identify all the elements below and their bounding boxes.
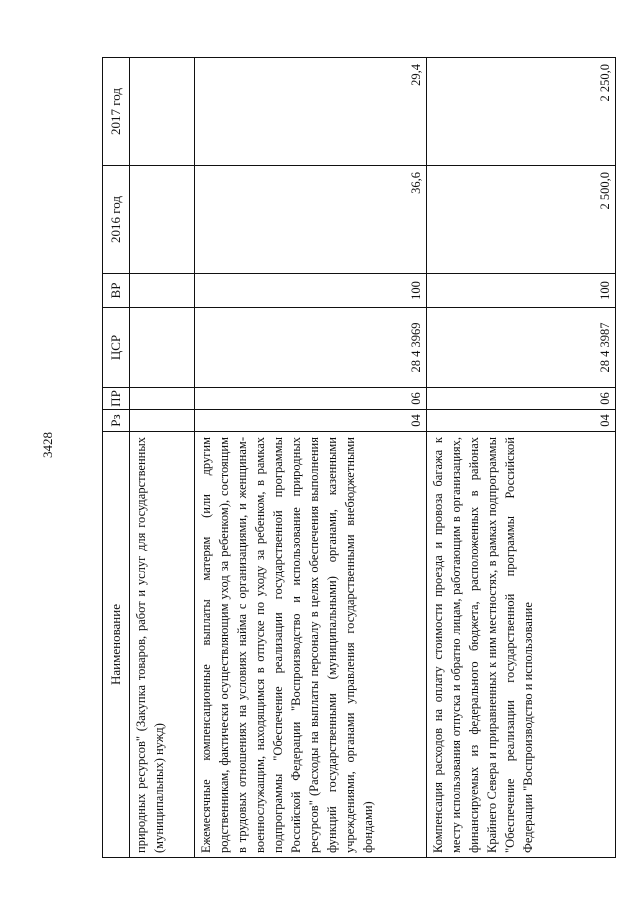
row-2017: 29,4 bbox=[195, 58, 427, 166]
row-csr bbox=[130, 308, 195, 388]
row-rz bbox=[130, 410, 195, 432]
header-csr: ЦСР bbox=[103, 308, 130, 388]
row-name: Ежемесячные компенсационные выплаты матерям (или другим родственникам, фактически осуществляющим уход за ребенком), состоящим в трудовых отношениях на условиях найма с организациями, и женщинам-военнослужащим, находящимся в отпуске по уходу за ребенком, в рамках подпрограммы "Обеспечение реализации государственной программы Российской Федерации "Воспроизводство и использование природных ресурсов" (Расходы на выплаты персоналу в целях обеспечения выполнения функций государственными (муниципальными) органами, казенными учреждениями, органами управления государственными внебюджетными фондами) bbox=[195, 432, 427, 858]
row-2017 bbox=[130, 58, 195, 166]
row-2016: 2 500,0 bbox=[427, 166, 616, 274]
rotated-table-wrapper bbox=[102, 58, 612, 858]
budget-table bbox=[102, 57, 616, 858]
row-2016: 36,6 bbox=[195, 166, 427, 274]
row-name: природных ресурсов" (Закупка товаров, работ и услуг для государственных (муниципальных) нужд) bbox=[130, 432, 195, 858]
table-row bbox=[427, 58, 616, 858]
header-2017: 2017 год bbox=[103, 58, 130, 166]
row-vr bbox=[130, 274, 195, 308]
row-name: Компенсация расходов на оплату стоимости проезда и провоза багажа к месту использования отпуска и обратно лицам, работающим в организациях, финансируемых из федерального бюджета, расположенных в районах Крайнего Севера и приравненных к ним местностях, в рамках подпрограммы "Обеспечение реализации государственной программы Российской Федерации "Воспроизводство и использование bbox=[427, 432, 616, 858]
table-row bbox=[195, 58, 427, 858]
row-pr: 06 bbox=[195, 388, 427, 410]
row-rz: 04 bbox=[195, 410, 427, 432]
page-number: 3428 bbox=[40, 432, 55, 458]
row-pr: 06 bbox=[427, 388, 616, 410]
row-pr bbox=[130, 388, 195, 410]
header-pr: ПР bbox=[103, 388, 130, 410]
header-name: Наименование bbox=[103, 432, 130, 858]
row-vr: 100 bbox=[427, 274, 616, 308]
row-csr: 28 4 3987 bbox=[427, 308, 616, 388]
table-header-row bbox=[103, 58, 130, 858]
row-vr: 100 bbox=[195, 274, 427, 308]
header-2016: 2016 год bbox=[103, 166, 130, 274]
header-rz: Рз bbox=[103, 410, 130, 432]
row-csr: 28 4 3969 bbox=[195, 308, 427, 388]
table-row bbox=[130, 58, 195, 858]
row-2016 bbox=[130, 166, 195, 274]
row-rz: 04 bbox=[427, 410, 616, 432]
header-vr: ВР bbox=[103, 274, 130, 308]
row-2017: 2 250,0 bbox=[427, 58, 616, 166]
